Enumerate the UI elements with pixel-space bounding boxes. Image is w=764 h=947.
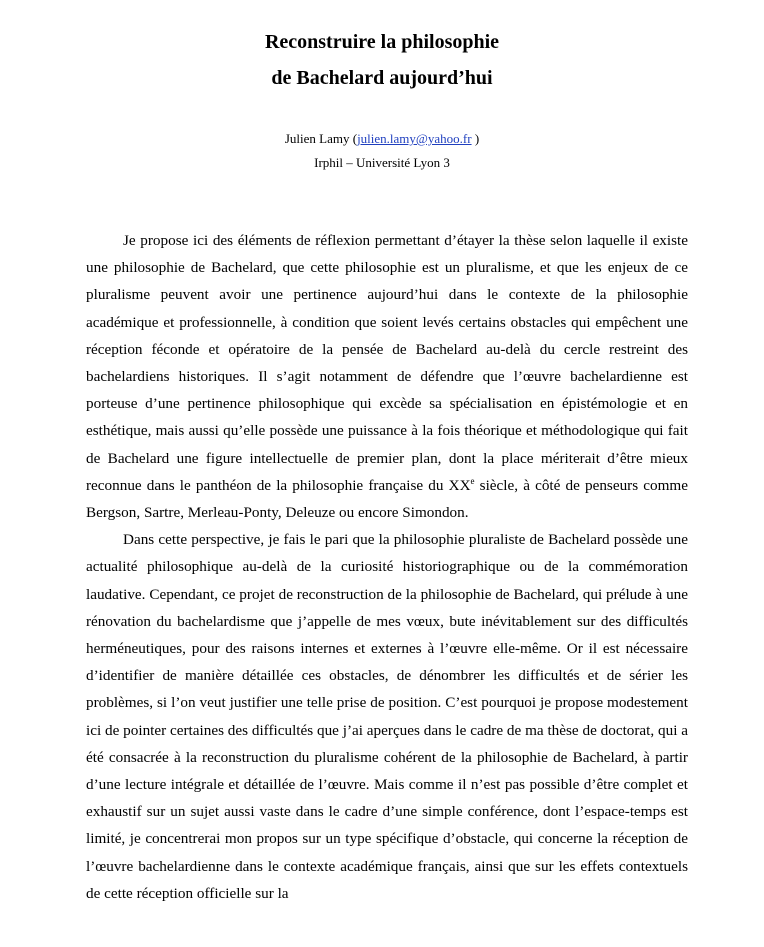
author-name: Julien Lamy [284,131,350,146]
paragraph-1 [86,227,688,526]
paragraph-1-text-end: siècle, à côté de penseurs comme Bergson, Sartre, Merleau-Ponty, Deleuze ou encore Simondon. [86,476,688,522]
author-email-link[interactable]: julien.lamy@yahoo.fr [357,131,472,146]
body-text [86,227,688,907]
author-affiliation: Irphil – Université Lyon 3 [314,155,450,170]
paragraph-1-text: Je propose ici des éléments de réflexion permettant d’étayer la thèse selon laquelle il existe une philosophie de Bachelard, que cette philosophie est un pluralisme, et que les enjeux de ce pluralisme peuvent avoir une pertinence aujourd’hui dans le contexte de la philosophie académique et professionnelle, à condition que soient levés certains obstacles qui empêchent une réception féconde et opératoire de la pensée de Bachelard au-delà du cercle restreint des bachelardiens historiques. Il s’agit notamment de défendre que l’œuvre bachelardienne est porteuse d’une pertinence philosophique qui excède sa spécialisation en épistémologie et en esthétique, mais aussi qu’elle possède une puissance à la fois théorique et méthodologique qui fait de Bachelard une figure intellectuelle de premier plan, dont la place mériterait d’être mieux reconnue dans le panthéon de la philosophie française du XX [86,232,688,494]
century-superscript: e [470,475,475,486]
author-line [0,131,764,147]
title-line-1: Reconstruire la philosophie [264,31,500,53]
title-line-2: de Bachelard aujourd’hui [271,67,493,89]
paragraph-2: Dans cette perspective, je fais le pari que la philosophie pluraliste de Bachelard possède une actualité philosophique au-delà de la curiosité historiographique ou de la commémoration laudative. Cependant, ce projet de reconstruction de la philosophie de Bachelard, qui prélude à une rénovation du bachelardisme que j’appelle de mes vœux, bute inévitablement sur des difficultés herméneutiques, pour des raisons internes et externes à l’œuvre elle-même. Or il est nécessaire d’identifier de manière détaillée ces obstacles, de dénombrer les difficultés et de sérier les problèmes, si l’on veut justifier une telle prise de position. C’est pourquoi je propose modestement ici de pointer certaines des difficultés que j’ai aperçues dans le cadre de ma thèse de doctorat, qui a été consacrée à la reconstruction du pluralisme cohérent de la philosophie de Bachelard, à partir d’une lecture intégrale et détaillée de l’œuvre. Mais comme il n’est pas possible d’être complet et exhaustif sur un sujet aussi vaste dans le cadre d’une simple conférence, dont l’espace-temps est limité, je concentrerai mon propos sur un type spécifique d’obstacle, qui concerne la réception de l’œuvre bachelardienne dans le contexte académique français, ainsi que sur les effets contextuels de cette réception officielle sur la [86,531,688,902]
close-paren: ) [471,131,480,146]
open-paren: ( [349,131,358,146]
